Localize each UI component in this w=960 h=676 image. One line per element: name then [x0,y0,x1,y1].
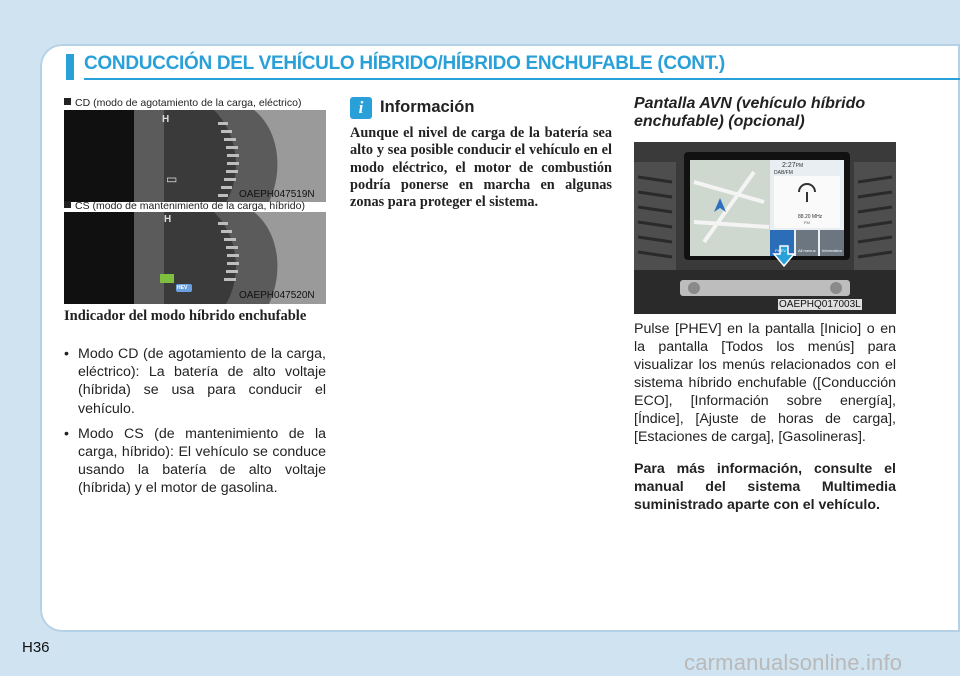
header-accent-bar [66,54,74,80]
screen-band: FM [804,220,810,225]
screen-frequency: 88.20 MHz [798,214,823,220]
gauge-letter: H [162,114,170,125]
page-number: H36 [22,639,50,656]
list-item-text: Modo CS (de mantenimiento de la carga, híbrido): El vehículo se conduce usando la batería de alto voltaje (híbrida) y el motor de gasolina. [78,425,326,497]
subheading: Indicador del modo híbrido enchufable [64,308,307,324]
section-title: CONDUCCIÓN DEL VEHÍCULO HÍBRIDO/HÍBRIDO ENCHUFABLE (CONT.) [84,53,725,74]
figure-caption-text: CD (modo de agotamiento de la carga, eléctrico) [75,97,302,109]
list-item: • Modo CD (de agotamiento de la carga, eléctrico): La batería de alto voltaje (híbrida) se usa para conducir el vehículo. [64,346,326,417]
screen-radio: DAB/FM [774,170,793,176]
info-text: Aunque el nivel de carga de la batería sea alto y sea posible conducir el vehículo en el modo eléctrico, el motor de combustión podría ponerse en marcha en algunas zonas para proteger el sistema. [350,125,612,211]
screen-menu-info[interactable]: Information [822,248,843,253]
screen-time-suffix: PM [795,163,804,169]
photo-code: OAEPHQ017003L [779,299,861,310]
square-bullet-icon [64,201,71,208]
screen-menu-all[interactable]: All menus [798,248,816,253]
figure-caption-cs [64,200,305,212]
screen-time [782,162,803,169]
bullet-list [64,345,326,505]
screen-time-value: 2:27 [782,162,796,169]
header-rule [84,78,960,80]
info-icon: i [350,97,372,119]
list-item: • Modo CS (de mantenimiento de la carga, híbrido): El vehículo se conduce usando la batería de alto voltaje (híbrida) y el motor de gasolina. [64,425,326,497]
body-paragraph: Pulse [PHEV] en la pantalla [Inicio] o en la pantalla [Todos los menús] para visualizar los menús relacionados con el sistema híbrido enchufable ([Conducción ECO], [Información sobre energía], [Índice], [Ajuste de horas de carga], [Estaciones de carga], [Gasolineras]. [634,321,896,445]
list-item-text: Modo CD (de agotamiento de la carga, eléctrico): La batería de alto voltaje (híbrida) se usa para conducir el vehículo. [78,346,326,417]
hev-badge: HEV [177,285,188,291]
screen-menu-phev[interactable]: PHEV [775,248,786,253]
bold-paragraph: Para más información, consulte el manual del sistema Multimedia suministrado aparte con el vehículo. [634,461,896,513]
figure-code: OAEPH047520N [239,290,315,301]
figure-caption-cd [64,97,301,109]
gauge-letter: H [164,214,172,225]
square-bullet-icon [64,98,71,105]
avn-title: Pantalla AVN (vehículo híbrido enchufable) (opcional) [634,95,866,130]
avn-photo [634,142,896,314]
watermark: carmanualsonline.info [684,650,903,675]
info-title: Información [380,98,475,116]
battery-icon: ▭ [166,172,178,186]
figure-caption-text: CS (modo de mantenimiento de la carga, híbrido) [75,200,305,212]
figure-code: OAEPH047519N [239,189,315,200]
